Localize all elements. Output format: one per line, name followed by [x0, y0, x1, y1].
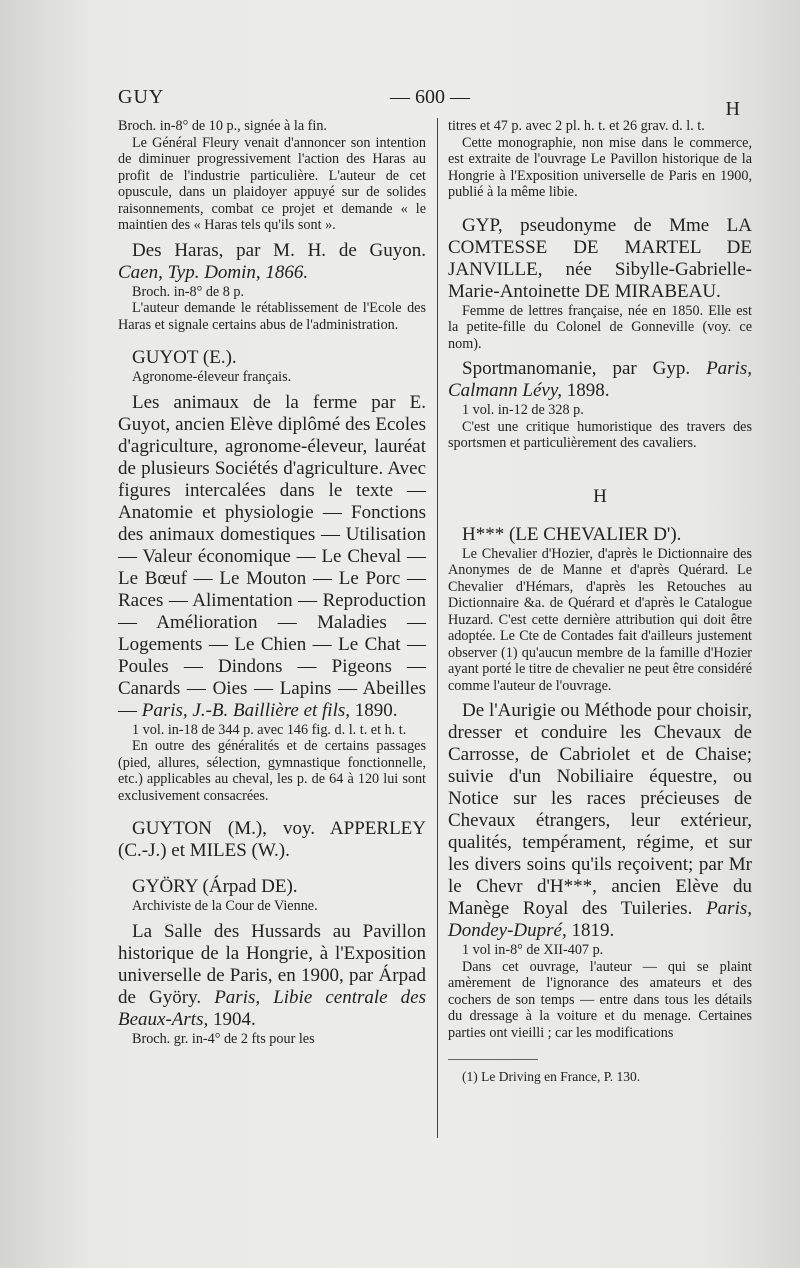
section-letter: H [593, 485, 607, 507]
author-role: Agronome-éleveur français. [132, 369, 292, 385]
author-role: Archiviste de la Cour de Vienne. [132, 898, 318, 914]
entry-text: Le Chevalier d'Hozier, d'après le Dictionnaire des Anonymes de de Manne et d'après Quérard. Le Chevalier d'Hémars, d'après les Retouches au Dictionnaire &a. de Quérard et d'après le Catalogue Huzard. C'est cette dernière attribution qui doit être adoptée. Le Cte de Contades fait d'ailleurs justement observer (1) qu'aucun membre de la famille d'Hozier ayant porté le titre de chevalier ne peut être considéré comme l'auteur de l'ouvrage. [448, 545, 752, 694]
right-column [448, 118, 752, 1086]
work-title: Sportmanomanie, par Gyp. Paris, Calmann Lévy, 1898. [448, 358, 752, 401]
entry-format: Broch. gr. in-4° de 2 fts pour les [132, 1030, 315, 1047]
entry-format: Broch. in-8° de 8 p. [132, 283, 245, 300]
page-header [118, 86, 740, 120]
author-name: GUYOT (E.). [132, 347, 237, 368]
left-column [118, 118, 426, 1047]
running-head: GUY [118, 86, 165, 108]
entry-format: 1 vol in-8° de XII-407 p. [462, 942, 604, 958]
entry-format: 1 vol. in-18 de 344 p. avec 146 fig. d. l. t. et h. t. [132, 721, 407, 738]
author-role: Femme de lettres française, née en 1850. Elle est la petite-fille du Colonel de Gonneville (voy. ce nom). [448, 302, 752, 352]
footnote-rule [448, 1059, 538, 1060]
footnote: (1) Le Driving en France, P. 130. [462, 1069, 641, 1084]
entry-text: En outre des généralités et de certains passages (pied, allures, sélection, gymnastique fonctionnelle, etc.) applicables au cheval, les p. de 64 à 120 lui sont exclusivement consacrées. [118, 738, 426, 804]
author-name: H*** (LE CHEVALIER D'). [462, 523, 682, 545]
work-title: De l'Aurigie ou Méthode pour choisir, dresser et conduire les Chevaux de Carrosse, de Cabriolet et de Chaise; suivie d'un Nobiliaire équestre, ou Notice sur les races précieuses de Chevaux étrangers, leur extérieur, qualités, tempérament, régime, et sur les divers soins qu'ils reçoivent; par Mr le Chevr d'H***, ancien Elève du Manège Royal des Tuileries. Paris, Dondey-Dupré, 1819. [448, 700, 752, 941]
entry-text: C'est une critique humoristique des travers des sportsmen et particulièrement des cavaliers. [448, 418, 752, 451]
entry-text: L'auteur demande le rétablissement de l'Ecole des Haras et signale certains abus de l'administration. [118, 300, 426, 333]
section-letter-head: H [725, 98, 740, 120]
entry-text: Cette monographie, non mise dans le commerce, est extraite de l'ouvrage Le Pavillon historique de la Hongrie à l'Exposition universelle de Paris en 1900, publié à la même libie. [448, 134, 752, 200]
entry-text: Broch. in-8° de 10 p., signée à la fin. [118, 118, 327, 134]
entry-format: 1 vol. in-12 de 328 p. [462, 402, 584, 418]
entry-text: Dans cet ouvrage, l'auteur — qui se plaint amèrement de l'ignorance des amateurs et des cochers de son temps — entre dans tous les détails du dressage à la voiture et du menage. Certaines parties ont vieilli ; car les modifications [448, 958, 752, 1041]
work-title: Les animaux de la ferme par E. Guyot, ancien Elève diplômé des Ecoles d'agriculture, agronome-éleveur, lauréat de plusieurs Sociétés d'agriculture. Avec figures intercalées dans le texte — Anatomie et physiologie — Fonctions des animaux domestiques — Utilisation — Valeur économique — Le Cheval — Le Bœuf — Le Mouton — Le Porc — Races — Alimentation — Reproduction — Amélioration — Maladies — Logements — Le Chien — Le Chat — Poules — Dindons — Pigeons — Canards — Oies — Lapins — Abeilles — Paris, J.-B. Baillière et fils, 1890. [118, 391, 426, 721]
cross-reference: GUYTON (M.), voy. APPERLEY (C.-J.) et MILES (W.). [118, 818, 426, 861]
entry-format: titres et 47 p. avec 2 pl. h. t. et 26 grav. d. l. t. [448, 118, 705, 134]
entry-text: Le Général Fleury venait d'annoncer son intention de diminuer progressivement l'action des Haras au profit de l'industrie particulière. L'auteur de cet opuscule, dans un plaidoyer appuyé sur de solides raisonnements, combat ce projet et demande « le maintien des « Haras tels qu'ils sont ». [118, 134, 426, 233]
page-number: — 600 — [390, 86, 470, 108]
column-divider [437, 118, 438, 1138]
work-title: La Salle des Hussards au Pavillon historique de la Hongrie, à l'Exposition universelle de Paris, en 1900, par Árpad de Györy. Paris, Libie centrale des Beaux-Arts, 1904. [118, 920, 427, 1030]
author-name: GYP, pseudonyme de Mme LA COMTESSE DE MARTEL DE JANVILLE, née Sibylle-Gabrielle-Marie-Antoinette DE MIRABEAU. [448, 214, 752, 302]
work-title: Des Haras, par M. H. de Guyon. Caen, Typ. Domin, 1866. [118, 239, 426, 283]
author-name: GYÖRY (Árpad DE). [132, 876, 298, 897]
